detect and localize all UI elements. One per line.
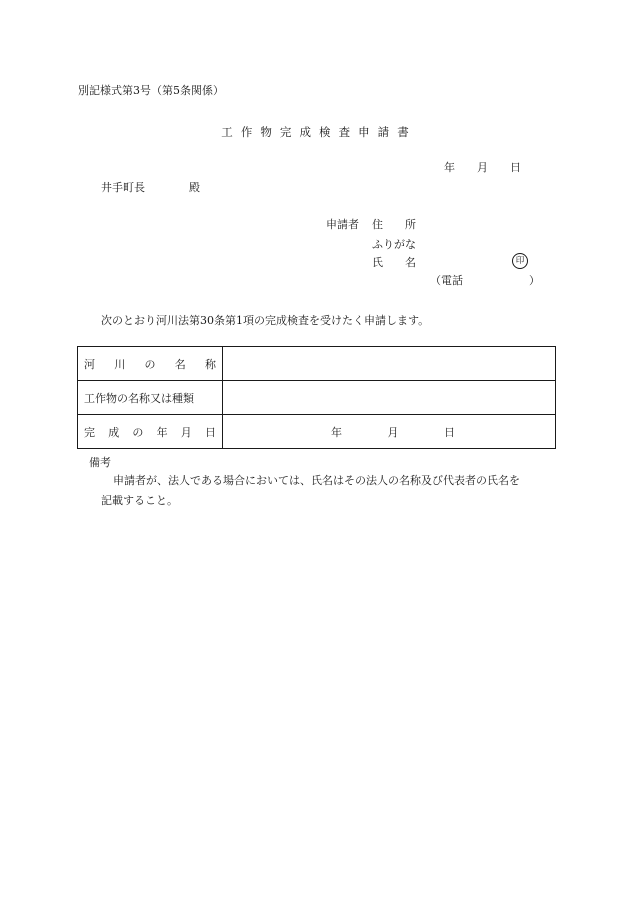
day-label: 日	[444, 425, 455, 439]
phone-label: （電話 ）	[430, 274, 540, 287]
label-char: 名	[174, 357, 186, 371]
label-char: の	[132, 425, 144, 439]
label-char: 川	[114, 357, 126, 371]
applicant-label: 申請者	[326, 218, 359, 231]
label-char: 称	[205, 357, 216, 371]
label-char: 日	[204, 425, 216, 439]
document-title: 工作物完成検査申請書	[221, 125, 417, 139]
river-name-value[interactable]	[223, 347, 556, 381]
table-row-structure-name	[78, 381, 556, 415]
structure-name-label	[78, 381, 223, 415]
completion-date-label	[78, 415, 223, 449]
info-table	[77, 346, 556, 449]
completion-date-value[interactable]	[223, 415, 556, 449]
label-char: 完	[84, 425, 95, 439]
remarks-text-line1: 申請者が、法人である場合においては、氏名はその法人の名称及び代表者の氏名を	[113, 474, 520, 487]
application-date: 年 月 日	[444, 161, 521, 174]
month-label: 月	[387, 425, 399, 439]
seal-mark: 印	[512, 253, 528, 269]
label-char: 成	[108, 425, 120, 439]
form-code: 別記様式第3号（第5条関係）	[78, 84, 224, 97]
year-label: 年	[331, 425, 342, 439]
furigana-label: ふりがな	[372, 238, 416, 251]
label-char: 月	[180, 425, 192, 439]
table-row-river-name	[78, 347, 556, 381]
river-name-label	[78, 347, 223, 381]
label-char: の	[144, 357, 156, 371]
address-label: 住 所	[372, 218, 416, 231]
name-label: 氏 名	[372, 256, 416, 269]
request-statement: 次のとおり河川法第30条第1項の完成検査を受けたく申請します。	[101, 314, 430, 327]
table-row-completion-date	[78, 415, 556, 449]
structure-name-label-text: 工作物の名称又は種類	[84, 391, 194, 405]
label-char: 年	[156, 425, 168, 439]
remarks-text-line2: 記載すること。	[101, 494, 178, 507]
structure-name-value[interactable]	[223, 381, 556, 415]
addressee: 井手町長 殿	[101, 181, 200, 194]
remarks-title: 備考	[89, 456, 111, 469]
label-char: 河	[84, 357, 95, 371]
